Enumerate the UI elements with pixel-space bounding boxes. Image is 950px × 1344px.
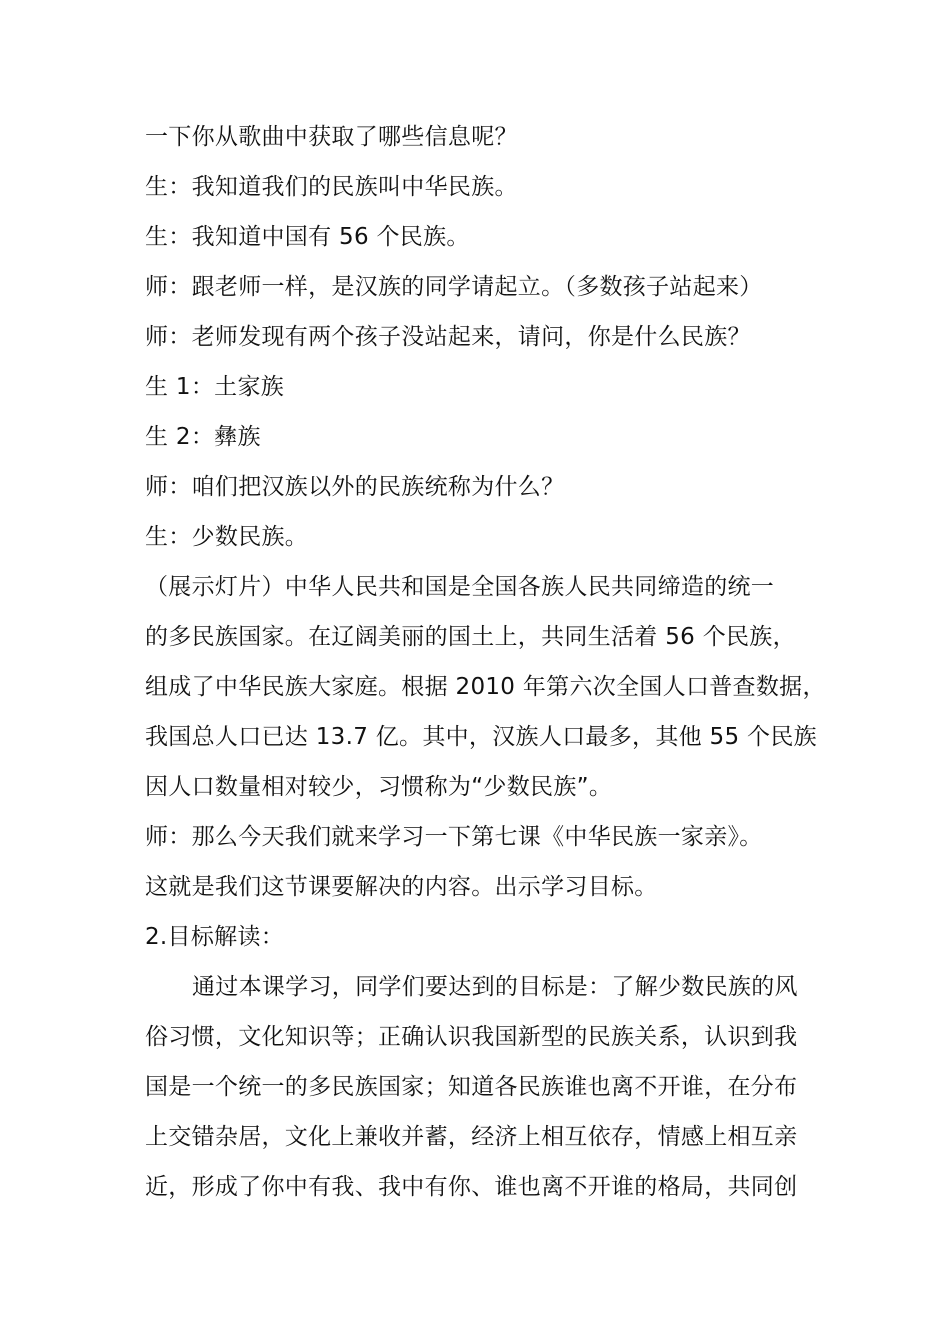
document-body [145, 112, 826, 1212]
text-line: 师：跟老师一样，是汉族的同学请起立。（多数孩子站起来） [145, 274, 763, 300]
text-line: 生 1：土家族 [145, 374, 285, 400]
paragraph-line: 近，形成了你中有我、我中有你、谁也离不开谁的格局，共同创 [145, 1174, 798, 1200]
text-line: 生：少数民族。 [145, 524, 309, 550]
paragraph-line: 俗习惯，文化知识等；正确认识我国新型的民族关系，认识到我 [145, 1024, 798, 1050]
text-line: 师：老师发现有两个孩子没站起来，请问，你是什么民族？ [145, 324, 751, 350]
paragraph-line: 因人口数量相对较少，习惯称为“少数民族”。 [145, 774, 613, 800]
text-line: 师：咱们把汉族以外的民族统称为什么？ [145, 474, 565, 500]
paragraph-line: 通过本课学习，同学们要达到的目标是：了解少数民族的风 [192, 974, 798, 1000]
section-heading: 2.目标解读： [145, 924, 285, 950]
text-line: 生 2：彝族 [145, 424, 261, 450]
paragraph-line: 的多民族国家。在辽阔美丽的国土上，共同生活着 56 个民族， [145, 624, 796, 650]
paragraph-line: 我国总人口已达 13.7 亿。其中，汉族人口最多，其他 55 个民族 [145, 724, 817, 750]
text-line: 生：我知道我们的民族叫中华民族。 [145, 174, 518, 200]
paragraph-line: 国是一个统一的多民族国家；知道各民族谁也离不开谁，在分布 [145, 1074, 798, 1100]
text-line: 这就是我们这节课要解决的内容。出示学习目标。 [145, 874, 658, 900]
paragraph-line: （展示灯片）中华人民共和国是全国各族人民共同缔造的统一 [145, 574, 775, 600]
text-line: 师：那么今天我们就来学习一下第七课《中华民族一家亲》。 [145, 824, 763, 850]
text-line: 一下你从歌曲中获取了哪些信息呢？ [145, 124, 518, 150]
paragraph-line: 上交错杂居，文化上兼收并蓄，经济上相互依存，情感上相互亲 [145, 1124, 798, 1150]
text-line: 生：我知道中国有 56 个民族。 [145, 224, 470, 250]
paragraph-line: 组成了中华民族大家庭。根据 2010 年第六次全国人口普查数据， [145, 674, 826, 700]
